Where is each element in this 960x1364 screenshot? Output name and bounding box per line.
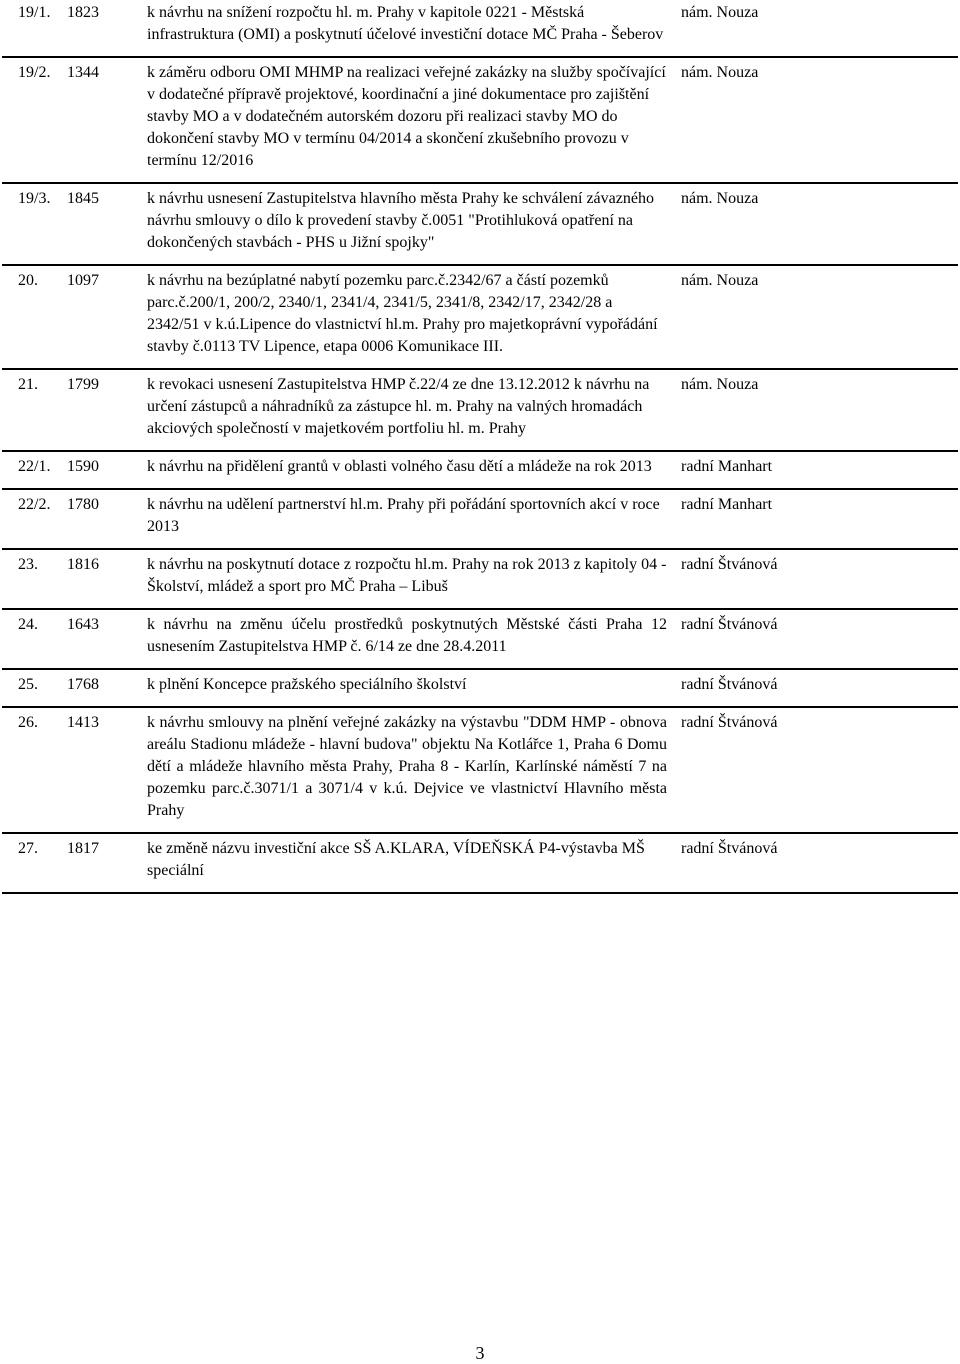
item-presenter: radní Manhart bbox=[677, 489, 958, 549]
page-number: 3 bbox=[475, 1343, 485, 1363]
item-presenter: radní Štvánová bbox=[677, 549, 958, 609]
item-number: 26. bbox=[2, 707, 67, 833]
agenda-row bbox=[2, 57, 958, 183]
item-subject: k návrhu na přidělení grantů v oblasti volného času dětí a mládeže na rok 2013 bbox=[147, 451, 677, 489]
print-number: 1344 bbox=[67, 57, 147, 183]
agenda-row bbox=[2, 0, 958, 57]
item-presenter: radní Štvánová bbox=[677, 707, 958, 833]
print-number: 1590 bbox=[67, 451, 147, 489]
agenda-row bbox=[2, 707, 958, 833]
agenda-row bbox=[2, 669, 958, 707]
item-subject: k revokaci usnesení Zastupitelstva HMP č.22/4 ze dne 13.12.2012 k návrhu na určení zástupců a náhradníků za zástupce hl. m. Prahy na valných hromadách akciových společností v majetkovém portfoliu hl. m. Prahy bbox=[147, 369, 677, 451]
item-subject: k záměru odboru OMI MHMP na realizaci veřejné zakázky na služby spočívající v dodatečné přípravě projektové, koordinační a jiné dokumentace pro zajištění stavby MO a v dodatečném autorském dozoru při realizaci stavby MO do dokončení stavby MO v termínu 04/2014 a skončení zkušebního provozu v termínu 12/2016 bbox=[147, 57, 677, 183]
item-subject: k návrhu na udělení partnerství hl.m. Prahy při pořádání sportovních akcí v roce 2013 bbox=[147, 489, 677, 549]
agenda-row bbox=[2, 265, 958, 369]
agenda-row bbox=[2, 549, 958, 609]
item-presenter: nám. Nouza bbox=[677, 57, 958, 183]
item-subject: k plnění Koncepce pražského speciálního školství bbox=[147, 669, 677, 707]
item-number: 23. bbox=[2, 549, 67, 609]
item-presenter: nám. Nouza bbox=[677, 265, 958, 369]
agenda-row bbox=[2, 833, 958, 893]
item-number: 24. bbox=[2, 609, 67, 669]
item-subject: k návrhu na poskytnutí dotace z rozpočtu hl.m. Prahy na rok 2013 z kapitoly 04 - Školství, mládež a sport pro MČ Praha – Libuš bbox=[147, 549, 677, 609]
item-subject: k návrhu na bezúplatné nabytí pozemku parc.č.2342/67 a částí pozemků parc.č.200/1, 200/2, 2340/1, 2341/4, 2341/5, 2341/8, 2342/17, 2342/28 a 2342/51 v k.ú.Lipence do vlastnictví hl.m. Prahy pro majetkoprávní vypořádání stavby č.0113 TV Lipence, etapa 0006 Komunikace III. bbox=[147, 265, 677, 369]
agenda-body bbox=[2, 0, 958, 893]
item-number: 19/1. bbox=[2, 0, 67, 57]
item-number: 19/2. bbox=[2, 57, 67, 183]
item-number: 21. bbox=[2, 369, 67, 451]
print-number: 1643 bbox=[67, 609, 147, 669]
item-subject: k návrhu na snížení rozpočtu hl. m. Prahy v kapitole 0221 - Městská infrastruktura (OMI) a poskytnutí účelové investiční dotace MČ Praha - Šeberov bbox=[147, 0, 677, 57]
item-presenter: nám. Nouza bbox=[677, 369, 958, 451]
item-subject: k návrhu usnesení Zastupitelstva hlavního města Prahy ke schválení závazného návrhu smlouvy o dílo k provedení stavby č.0051 "Protihluková opatření na dokončených stavbách - PHS u Jižní spojky" bbox=[147, 183, 677, 265]
item-presenter: radní Štvánová bbox=[677, 609, 958, 669]
item-number: 22/1. bbox=[2, 451, 67, 489]
item-number: 19/3. bbox=[2, 183, 67, 265]
agenda-row bbox=[2, 369, 958, 451]
agenda-row bbox=[2, 183, 958, 265]
item-number: 20. bbox=[2, 265, 67, 369]
item-subject: ke změně názvu investiční akce SŠ A.KLARA, VÍDEŇSKÁ P4-výstavba MŠ speciální bbox=[147, 833, 677, 893]
print-number: 1413 bbox=[67, 707, 147, 833]
agenda-row bbox=[2, 609, 958, 669]
item-presenter: nám. Nouza bbox=[677, 0, 958, 57]
item-subject: k návrhu na změnu účelu prostředků poskytnutých Městské části Praha 12 usnesením Zastupitelstva HMP č. 6/14 ze dne 28.4.2011 bbox=[147, 609, 677, 669]
item-number: 25. bbox=[2, 669, 67, 707]
print-number: 1097 bbox=[67, 265, 147, 369]
item-presenter: nám. Nouza bbox=[677, 183, 958, 265]
item-presenter: radní Štvánová bbox=[677, 833, 958, 893]
agenda-row bbox=[2, 451, 958, 489]
item-presenter: radní Štvánová bbox=[677, 669, 958, 707]
item-number: 27. bbox=[2, 833, 67, 893]
print-number: 1799 bbox=[67, 369, 147, 451]
print-number: 1816 bbox=[67, 549, 147, 609]
print-number: 1845 bbox=[67, 183, 147, 265]
print-number: 1768 bbox=[67, 669, 147, 707]
print-number: 1780 bbox=[67, 489, 147, 549]
item-subject: k návrhu smlouvy na plnění veřejné zakázky na výstavbu "DDM HMP - obnova areálu Stadionu mládeže - hlavní budova" objektu Na Kotlářce 1, Praha 6 Domu dětí a mládeže hlavního města Prahy, Praha 8 - Karlín, Karlínské náměstí 7 na pozemku parc.č.3071/1 a 3071/4 v k.ú. Dejvice ve vlastnictví Hlavního města Prahy bbox=[147, 707, 677, 833]
agenda-table bbox=[2, 0, 958, 894]
item-presenter: radní Manhart bbox=[677, 451, 958, 489]
print-number: 1823 bbox=[67, 0, 147, 57]
print-number: 1817 bbox=[67, 833, 147, 893]
item-number: 22/2. bbox=[2, 489, 67, 549]
agenda-row bbox=[2, 489, 958, 549]
